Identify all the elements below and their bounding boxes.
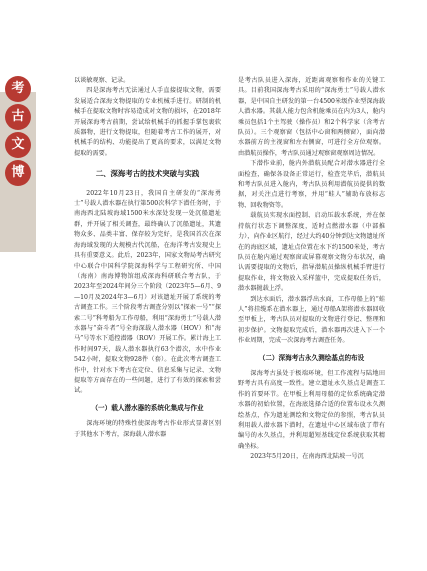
seal-char-4: 博 [5,160,31,186]
seal-char-2: 古 [5,104,31,130]
section-heading: 二、深海考古的技术突破与实践 [95,169,200,179]
left-column [74,76,221,440]
paragraph: 深海环境的特殊性使深海考古作业形式显著区别于其他水下考古，深海载人潜水器 [74,420,221,438]
paragraph: 四是深海考古无法通过人手直接提取文物，需要发展适合深海文物提取的专业机械手进行。研制的机械手在提取文物时容易造成对文物的损坏，在2018年开展深海考古前期，尝试给机械手的抓握手掌包裹软质器物，进行文物提取，但随着考古工作的展开，对机械手的结构、功能提出了更高的要求，以满足文物提取的需要。 [74,87,221,157]
paragraph: 以谈敏观察、记录。 [74,77,130,84]
paragraph: 是考古队员进入深海，近距离观察和作业的关键工具。目前我国深海考古采用的“深海勇士”号载人潜水器，是中国自主研发的第一台4500米级作业型深海载人潜水器。其载人能力包含机舱乘员在内为3人，舱内乘员包括1个主驾驶（操作员）和2个科学家（含考古队员）。三个观察窗（包括中心窗和两侧窗），面向潜水器前方的主视窗和左右侧窗，可进行全方位观察。由潜航员操作，考古队员通过观察窗观察周边情况。 [238,77,385,157]
paragraph: 下潜作业前，舱内外潜航员配合对潜水器进行全面检查，确保各设备正常运行，检查完毕后，潜航员和考古队员进入舱内，考古队员利用潜航员提供的数据，对关注点进行考察，并用“蛙人”辅助布放标志物、回收物资等。 [238,160,385,209]
seal-char-1: 考 [5,76,31,102]
subsection-heading: （一）载人潜水器的系统化集成与作业 [91,403,204,412]
right-column [238,76,385,463]
paragraph: 深海考古虽处于极端环境，但工作流程与陆地田野考古具有高度一致性。建立遗址永久基点是调查工作的首要环节。在甲板上利用母船的定位系统确定潜水器的初始位置，在海底选择合适的位置布设永久测绘基点，作为遗址测绘和文物定位的参照，考古队员利用载人潜水器下潜时，在遗址中心区域布放了带有编号的永久基点，并利用超短基线定位系统获取其精确坐标。 [238,369,385,450]
seal-char-3: 文 [5,132,31,158]
paragraph: 2023年5月20日，在南海西北陆坡一号沉 [250,453,364,461]
paragraph: 2022年10月23日，我国自主研发的“深海勇士”号载人潜水器在执行第500次科学下潜任务时，于南海西北陆坡海域1500米水深处发现一处沉船遗址群，并开展了相关调查，最终确认了沉船遗址，其遗物众多、品类丰富、保存较为完好，是我国首次在深海海域发现的大规模古代沉船，在海洋考古发现史上具有重要意义。此后，2023年，国家文物局考古研究中心联合中国科学院深海科学与工程研究所、中国（海南）南海博物馆组成深海科研联合考古队，于2023年至2024年间分三个阶段（2023年5—6月、9—10月及2024年3—6月）对该遗址开展了系统的考古调查工作。三个阶段考古调查分别以“探索一号”“探索二号”科考船为工作母船，利用“深海勇士”号载人潜水器与“奋斗者”号全海深载人潜水器（HOV）和“海马”号等水下遥控潜器（ROV）开展工作。累计海上工作时间97天，载人潜水器执行63个潜次，水中作业542小时，提取文物928件（套）。在此次考古调查工作中，针对水下考古在定位、信息采集与记录、文物提取等方面存在的一些问题，进行了有效的探索和尝试。 [74,189,221,395]
paragraph: 载航员实现水面控制、启动压载水系统，并在保持航行状态下调整深度，适时点燃潜水器（中部推力），向作业区航行，经过大约40分钟到达文物遗址所在的海底区域，遗址点位置在水下约1500米处，考古队员在舱内通过观察窗或屏幕观察文物分布状况，确认需要提取的文物后，指导潜航员操纵机械手臂进行提取作业，将文物放入采样篮中，完成提取任务后，潜水器抛载上浮。 [238,212,385,293]
subsection-heading: （二）深海考古永久测绘基点的布设 [258,353,365,362]
paragraph: 到达水面后，潜水器浮出水面，工作母船上的“蛙人”将挂缆系在潜水器上，通过母船A架将潜水器回收至甲板上，考古队员对提取的文物进行登记、整理和初步保护。文物提取完成后，潜水器再次进入下一个作业周期，完成一次深海考古调查任务。 [238,295,385,345]
